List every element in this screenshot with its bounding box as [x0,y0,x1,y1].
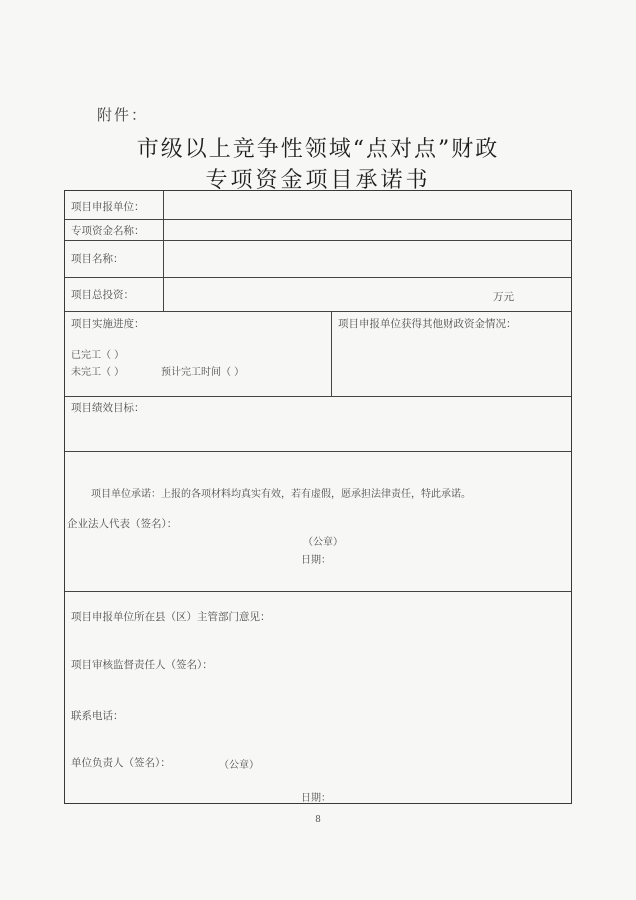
expected-completion-label[interactable]: 预计完工时间（ ） [161,367,245,378]
legal-rep-label: 企业法人代表（签名）： [67,518,178,530]
seal-label: （公章） [303,537,343,548]
fund-name-field[interactable] [165,221,567,239]
commitment-text: 项目单位承诺：上报的各项材料均真实有效，若有虚假，愿承担法律责任，特此承诺。 [91,489,471,500]
row-divider [65,277,571,278]
commitment-form-table [64,190,572,804]
row-divider [65,451,571,452]
date-label-2: 日期： [301,793,331,804]
row-divider [65,219,571,220]
row-divider [65,240,571,241]
dept-opinion-label: 项目申报单位所在县（区）主管部门意见： [71,611,271,623]
project-name-label: 项目名称： [71,253,124,265]
attachment-label: 附件： [97,106,149,124]
project-name-field[interactable] [165,242,567,276]
column-divider [331,311,332,396]
investment-unit: 万元 [493,291,514,303]
not-completed-option[interactable]: 未完工（ ） [71,367,125,378]
row-divider [65,311,571,312]
unit-head-label: 单位负责人（签名）： [71,757,171,769]
progress-label: 项目实施进度： [71,318,145,330]
date-label: 日期： [301,555,331,566]
performance-field[interactable] [67,415,569,449]
page-title-line1: 市级以上竞争性领域“点对点”财政 [136,137,500,162]
page-title-line2: 专项资金项目承诺书 [205,168,431,193]
row-divider [65,396,571,397]
completed-option[interactable]: 已完工（ ） [71,350,125,361]
row-divider [65,591,571,592]
fund-name-label: 专项资金名称： [71,225,145,237]
total-investment-label: 项目总投资： [71,289,134,301]
page-number: 8 [315,815,321,825]
supervisor-label: 项目审核监督责任人（签名）： [71,659,213,671]
applicant-label: 项目申报单位： [71,201,145,213]
column-divider [163,191,164,311]
performance-label: 项目绩效目标： [71,402,145,414]
phone-label: 联系电话： [71,710,124,722]
applicant-field[interactable] [165,193,567,217]
seal-label-2: （公章） [219,760,259,771]
other-funds-label: 项目申报单位获得其他财政资金情况： [338,318,517,330]
